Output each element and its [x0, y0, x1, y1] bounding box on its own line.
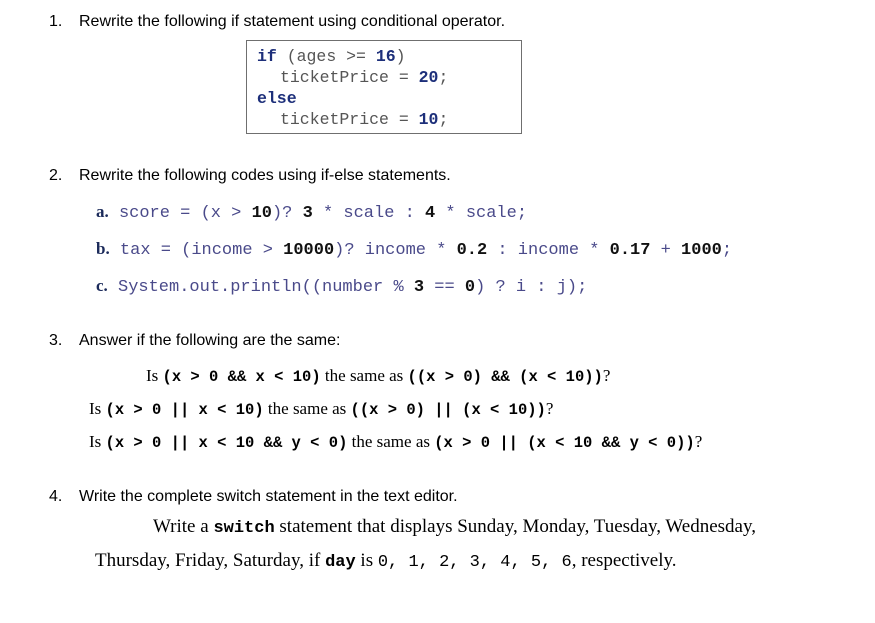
code-line-1: if (ages >= 16)	[257, 47, 406, 66]
question-number: 4.	[49, 488, 63, 505]
item-a-code: a. score = (x > 10)? 3 * scale : 4 * scale;	[96, 202, 528, 223]
question-2-title: Rewrite the following codes using if-else statements.	[79, 167, 451, 184]
item-b-code: b. tax = (income > 10000)? income * 0.2 : income * 0.17 + 1000;	[96, 239, 733, 260]
question-3-heading	[49, 332, 340, 350]
item-c-code: c. System.out.println((number % 3 == 0) ? i : j);	[96, 276, 588, 297]
question-number: 2.	[49, 167, 63, 184]
code-line-4: ticketPrice = 10;	[280, 110, 449, 129]
question-1-heading	[49, 13, 505, 31]
question-4-title: Write the complete switch statement in the text editor.	[79, 488, 458, 505]
question-1-title: Rewrite the following if statement using conditional operator.	[79, 13, 506, 30]
compare-row-3: Is (x > 0 || x < 10 && y < 0) the same as (x > 0 || (x < 10 && y < 0))?	[89, 432, 703, 452]
question-3-title: Answer if the following are the same:	[79, 332, 341, 349]
instruction-line-2: Thursday, Friday, Saturday, if day is 0, 1, 2, 3, 4, 5, 6, respectively.	[95, 550, 677, 572]
question-2-heading	[49, 167, 451, 185]
code-line-3: else	[257, 89, 297, 108]
code-box	[246, 40, 522, 134]
code-line-2: ticketPrice = 20;	[280, 68, 449, 87]
question-number: 3.	[49, 332, 63, 349]
question-number: 1.	[49, 13, 63, 30]
question-4-heading	[49, 488, 458, 506]
compare-row-2: Is (x > 0 || x < 10) the same as ((x > 0) || (x < 10))?	[89, 399, 554, 419]
compare-row-1: Is (x > 0 && x < 10) the same as ((x > 0) && (x < 10))?	[146, 366, 611, 386]
instruction-line-1: Write a switch statement that displays Sunday, Monday, Tuesday, Wednesday,	[153, 516, 756, 538]
